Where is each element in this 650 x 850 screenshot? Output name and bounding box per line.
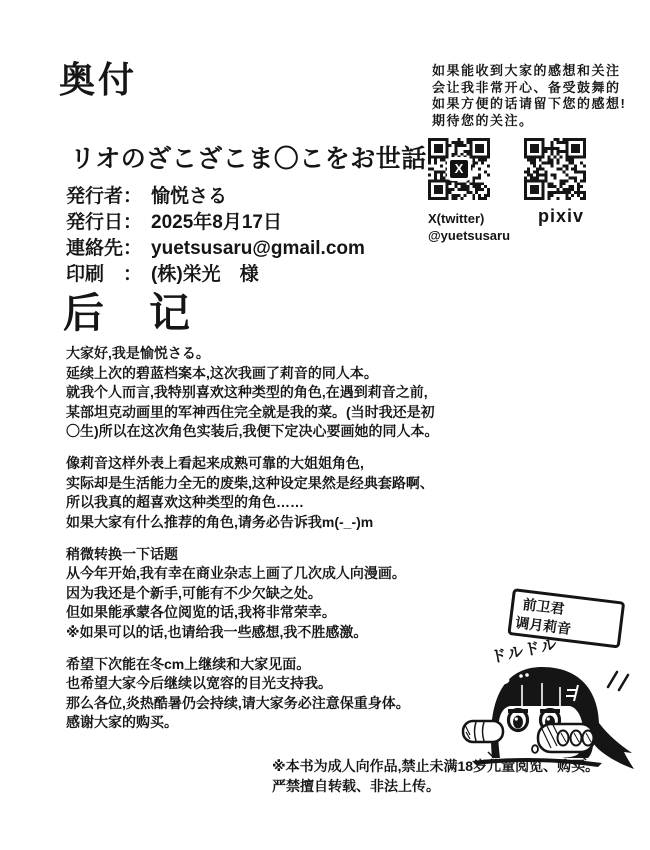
publish-date-row [66,210,365,236]
qr-caption-x [428,210,510,244]
chibi-mouth [532,745,538,753]
contact-row [66,236,365,262]
afterword-paragraph-2: 像莉音这样外表上看起来成熟可靠的大姐姐角色, 实际却是生活能力全无的废柴,这种设定果然是经典套路啊、 所以我真的超喜欢这种类型的角色…… 如果大家有什么推荐的角色,请务必告诉我m(-_-)m [66,455,434,530]
afterword-heading: 后 记 [63,290,192,336]
qr-code-x-twitter [428,138,490,200]
book-title: リオのざこざこま〇こをお世話 [70,145,427,173]
publisher-row [66,184,365,210]
afterword-paragraph-3: 稍微转换一下话题 从今年开始,我有幸在商业杂志上画了几次成人向漫画。 因为我还是个新手,可能有不少欠缺之处。 但如果能承蒙各位阅览的话,我将非常荣幸。 ※如果可以的话,也请给我一些感想,我不胜感激。 [66,545,406,640]
sfx-text: ドルドル [489,636,560,667]
qr-label-x-twitter: X(twitter) [428,211,485,226]
publish-date-value: 2025年8月17日 [151,212,282,233]
motion-lines-icon [608,672,628,690]
publication-info [66,184,365,288]
chibi-illustration [430,575,645,787]
character-name-sign [509,590,624,647]
publisher-label: 発行者： [66,186,143,207]
sign-line-2: 调月莉音 [514,614,573,637]
x-logo-glyph: X [454,161,464,176]
contact-label: 連絡先： [66,238,143,259]
afterword-paragraph-4: 希望下次能在冬cm上继续和大家见面。 也希望大家今后继续以宽容的目光支持我。 那么各位,炎热酷暑仍会持续,请大家务必注意保重身体。 感谢大家的购买。 [66,655,410,730]
qr-code-pixiv [524,138,586,200]
afterword-paragraph-1: 大家好,我是愉悦さる。 延续上次的碧蓝档案本,这次我画了莉音的同人本。 就我个人而言,我特别喜欢这种类型的角色,在遇到莉音之前, 某部坦克动画里的军神西住完全就是我的菜。(当时我还是初 〇生)所以在这次角色实装后,我便下定决心要画她的同人本。 [66,345,439,439]
publish-date-label: 発行日： [66,212,143,233]
qr-label-pixiv: pixiv [538,206,585,226]
printer-label: 印刷 ： [66,264,143,285]
feedback-note: 如果能收到大家的感想和关注 会让我非常开心、备受鼓舞的 如果方便的话请留下您的感想! 期待您的关注。 [432,63,627,128]
contact-email-value: yuetsusaru@gmail.com [151,238,365,259]
colophon-heading: 奥付 [59,59,138,100]
qr-pattern-pixiv [524,138,586,200]
publisher-value: 愉悦さる [151,186,228,207]
footer-warning: ※本书为成人向作品,禁止未满18岁儿童阅览、购买。 严禁擅自转载、非法上传。 [272,758,600,794]
printer-value: (株)栄光 様 [151,264,259,285]
sign-line-1: 前卫君 [521,595,566,617]
x-logo-icon [447,157,471,181]
rolled-mat-front [538,724,594,752]
qr-handle-x-twitter: @yuetsusaru [428,228,511,243]
rolled-mat-left [463,721,503,742]
